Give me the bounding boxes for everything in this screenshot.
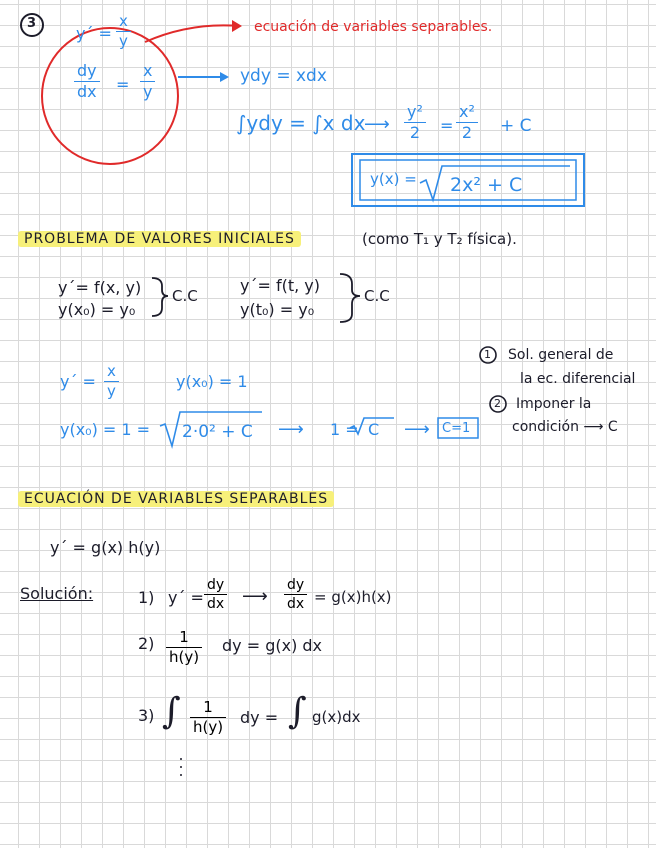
step-text-1b: la ec. diferencial bbox=[520, 371, 636, 387]
dy-numerator: dy bbox=[77, 61, 97, 80]
dot bbox=[180, 766, 182, 768]
general-separable-equation: y´ = g(x) h(y) bbox=[50, 538, 161, 557]
system1-line1: y´= f(x, y) bbox=[58, 278, 142, 297]
step-text-1: Sol. general de bbox=[508, 347, 614, 363]
step2-label: 2) bbox=[138, 634, 155, 653]
dot bbox=[180, 758, 182, 760]
ode-top-numerator: x bbox=[119, 12, 128, 30]
example-result: C=1 bbox=[442, 421, 471, 436]
step2-fraction bbox=[166, 630, 202, 665]
section-number: 3 bbox=[27, 16, 37, 31]
dx-denominator: dx bbox=[77, 82, 97, 101]
dy-numerator: dy bbox=[287, 577, 305, 593]
step-marker-2: 2 bbox=[494, 397, 501, 410]
example-root-content: 2·0² + C bbox=[182, 422, 253, 442]
ode-equation-top: y´ = bbox=[76, 24, 112, 43]
dy-numerator: dy bbox=[207, 577, 225, 593]
x-squared: x² bbox=[459, 102, 475, 121]
two-denominator: 2 bbox=[461, 123, 473, 142]
x-squared-half bbox=[456, 104, 478, 141]
dy-dx-fraction bbox=[74, 63, 100, 100]
y-denominator: y bbox=[107, 382, 116, 400]
example-equation: y´ = bbox=[60, 372, 96, 391]
hy-denominator: h(y) bbox=[169, 648, 200, 666]
section-heading-separable: ECUACIÓN DE VARIABLES SEPARABLES bbox=[18, 491, 334, 507]
step-text-2: Imponer la bbox=[516, 396, 592, 412]
result-lhs: y(x) = bbox=[370, 170, 417, 188]
integral-equation: ∫ydy = ∫x dx bbox=[236, 111, 366, 135]
step1-dydx bbox=[204, 578, 227, 611]
separable-label: ecuación de variables separables. bbox=[254, 19, 493, 35]
example-condition: y(x₀) = 1 bbox=[176, 372, 248, 391]
solucion-label: Solución: bbox=[20, 584, 94, 603]
hy-denominator: h(y) bbox=[193, 718, 224, 736]
example-substitution: y(x₀) = 1 = bbox=[60, 420, 151, 439]
ode-top-denominator: y bbox=[119, 32, 128, 50]
x-numerator: x bbox=[107, 362, 116, 380]
step2-rhs: dy = g(x) dx bbox=[222, 636, 323, 655]
x-numerator: x bbox=[143, 61, 153, 80]
step3-rhs: g(x)dx bbox=[312, 708, 361, 726]
red-arrow-head bbox=[232, 20, 242, 32]
ode-top-fraction bbox=[116, 14, 131, 49]
system2-label: C.C bbox=[364, 287, 390, 305]
step3-integral-right: ∫ bbox=[288, 691, 307, 732]
integral-result-equals: = bbox=[440, 116, 454, 135]
section-heading-pvi: PROBLEMA DE VALORES INICIALES bbox=[18, 231, 301, 247]
example-arrow-1: ⟶ bbox=[278, 419, 304, 440]
result-root-content: 2x² + C bbox=[450, 174, 523, 196]
example-mid-root: C bbox=[368, 420, 380, 439]
plus-c: + C bbox=[500, 116, 532, 136]
ode-equals: = bbox=[116, 75, 130, 94]
dx-denominator: dx bbox=[207, 596, 225, 612]
one-numerator: 1 bbox=[179, 628, 189, 646]
example-fraction bbox=[104, 364, 119, 399]
step1-arrow: ⟶ bbox=[242, 586, 268, 607]
step-text-2b: condición ⟶ C bbox=[512, 419, 618, 435]
step3-mid: dy = bbox=[240, 708, 279, 727]
system1-label: C.C bbox=[172, 287, 198, 305]
continuation-dots bbox=[180, 758, 182, 782]
y-denominator: y bbox=[143, 82, 153, 101]
brace-right-2 bbox=[340, 274, 360, 322]
step-marker-1: 1 bbox=[484, 348, 491, 361]
red-curved-arrow bbox=[145, 25, 240, 42]
y-squared: y² bbox=[407, 102, 423, 121]
system2-line2: y(t₀) = y₀ bbox=[240, 300, 315, 319]
step3-fraction bbox=[190, 700, 226, 735]
example-arrow-2: ⟶ bbox=[404, 419, 430, 440]
y-squared-half bbox=[404, 104, 426, 141]
step3-integral-left: ∫ bbox=[162, 691, 181, 732]
two-denominator: 2 bbox=[409, 123, 421, 142]
red-highlight-circle bbox=[42, 24, 178, 164]
system1-line2: y(x₀) = y₀ bbox=[58, 300, 136, 319]
arrow-to-step1-head bbox=[220, 72, 229, 82]
dx-denominator: dx bbox=[287, 596, 305, 612]
system2-line1: y´= f(t, y) bbox=[240, 276, 320, 295]
step-ydy-xdx: ydy = xdx bbox=[240, 66, 327, 86]
integral-arrow: ⟶ bbox=[364, 114, 390, 135]
one-numerator: 1 bbox=[203, 698, 213, 716]
step1-lhs: y´ = bbox=[168, 588, 204, 607]
step1-rhs: = g(x)h(x) bbox=[314, 588, 392, 606]
step1-label: 1) bbox=[138, 588, 155, 607]
dot bbox=[180, 774, 182, 776]
step1-dydx-2 bbox=[284, 578, 307, 611]
example-mid: 1 = bbox=[330, 420, 359, 439]
brace-right-1 bbox=[152, 278, 168, 316]
pvi-note: (como T₁ y T₂ física). bbox=[362, 230, 517, 248]
x-over-y-fraction bbox=[140, 63, 155, 100]
step3-label: 3) bbox=[138, 706, 155, 725]
